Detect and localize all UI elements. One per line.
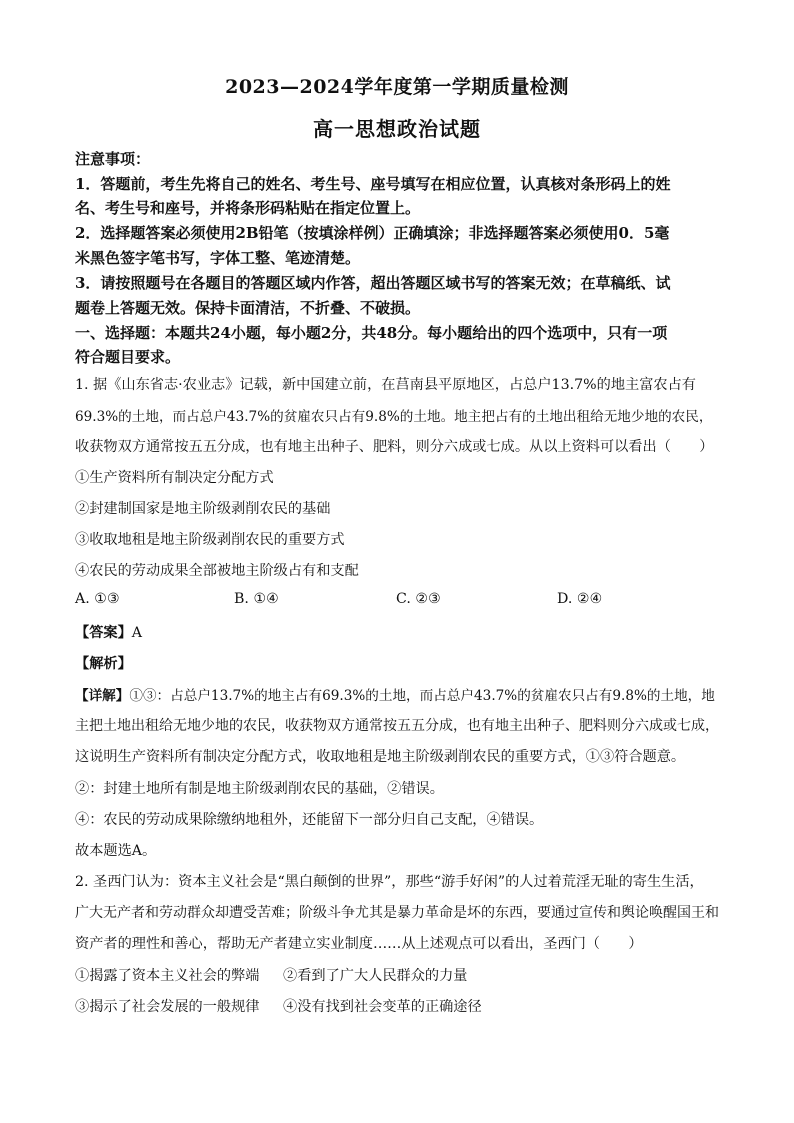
notice-line: 1．答题前，考生先将自己的姓名、考生号、座号填写在相应位置，认真核对条形码上的姓 <box>75 175 671 193</box>
q2-item: ③揭示了社会发展的一般规律 <box>75 999 260 1015</box>
analysis-label: 【解析】 <box>75 656 132 672</box>
notice-line: 3．请按照题号在各题目的答题区域内作答，超出答题区域书写的答案无效；在草稿纸、试 <box>75 274 671 292</box>
q2-item: ④没有找到社会变革的正确途径 <box>283 999 482 1015</box>
notice-line: 名、考生号和座号，并将条形码粘贴在指定位置上。 <box>75 199 421 217</box>
q1-detail-line: 主把土地出租给无地少地的农民，收获物双方通常按五五分成，也有地主出种子、肥料则分六成或七成， <box>75 718 719 734</box>
notice-line: 题卷上答题无效。保持卡面清洁，不折叠、不破损。 <box>75 299 421 317</box>
section-heading: 符合题目要求。 <box>75 348 181 366</box>
analysis-tag <box>75 653 132 673</box>
detail-tag: 【详解】 <box>75 688 130 704</box>
notice-line: 米黑色签字笔书写，字体工整、笔迹清楚。 <box>75 249 361 267</box>
q1-option-c: C. ②③ <box>396 591 441 607</box>
notice-heading: 注意事项： <box>75 150 151 168</box>
exam-subtitle: 高一思想政治试题 <box>313 117 481 141</box>
section-heading: 一、选择题：本题共24小题，每小题2分，共48分。每小题给出的四个选项中，只有一项 <box>75 324 668 342</box>
q1-item: ①生产资料所有制决定分配方式 <box>75 470 274 486</box>
q1-detail-line <box>75 684 715 704</box>
q1-option-b: B. ①④ <box>234 591 279 607</box>
q1-detail-line: ②：封建土地所有制是地主阶级剥削农民的基础，②错误。 <box>75 781 444 797</box>
q1-stem-line: 收获物双方通常按五五分成，也有地主出种子、肥料，则分六成或七成。从以上资料可以看出（ ） <box>75 439 714 455</box>
answer-value: A <box>131 625 143 641</box>
q2-item: ②看到了广大人民群众的力量 <box>283 968 468 984</box>
q1-item: ③收取地租是地主阶级剥削农民的重要方式 <box>75 532 345 548</box>
q1-detail-line: 这说明生产资料所有制决定分配方式，收取地租是地主阶级剥削农民的重要方式，①③符合题意。 <box>75 749 686 765</box>
answer-tag: 【答案】 <box>75 625 132 641</box>
q1-item: ②封建制国家是地主阶级剥削农民的基础 <box>75 501 331 517</box>
q1-option-a: A. ①③ <box>75 591 120 607</box>
exam-title: 2023—2024学年度第一学期质量检测 <box>225 76 569 98</box>
q1-stem-line: 1. 据《山东省志·农业志》记载，新中国建立前，在莒南县平原地区，占总户13.7%的地主富农占有 <box>75 377 696 393</box>
q1-detail-line: ④：农民的劳动成果除缴纳地租外，还能留下一部分归自己支配，④错误。 <box>75 812 544 828</box>
q1-item: ④农民的劳动成果全部被地主阶级占有和支配 <box>75 563 359 579</box>
q1-detail-line: 故本题选A。 <box>75 843 157 859</box>
q2-stem-line: 2. 圣西门认为：资本主义社会是“黑白颠倒的世界”，那些“游手好闲”的人过着荒淫无耻的寄生生活， <box>75 874 704 890</box>
detail-text: ①③：占总户13.7%的地主占有69.3%的土地，而占总户43.7%的贫雇农只占有9.8%的土地，地 <box>129 688 715 704</box>
q1-option-d: D. ②④ <box>557 591 603 607</box>
q2-stem-line: 广大无产者和劳动群众却遭受苦难；阶级斗争尤其是暴力革命是坏的东西，要通过宣传和舆论唤醒国王和 <box>75 905 719 921</box>
notice-line: 2．选择题答案必须使用2B铅笔（按填涂样例）正确填涂；非选择题答案必须使用0．5毫 <box>75 224 670 242</box>
q2-stem-line: 资产者的理性和善心，帮助无产者建立实业制度……从上述观点可以看出，圣西门（ ） <box>75 936 643 952</box>
q1-stem-line: 69.3%的土地，而占总户43.7%的贫雇农只占有9.8%的土地。地主把占有的土地出租给无地少地的农民， <box>75 409 713 425</box>
q2-item: ①揭露了资本主义社会的弊端 <box>75 968 260 984</box>
q1-answer-row <box>75 622 142 642</box>
